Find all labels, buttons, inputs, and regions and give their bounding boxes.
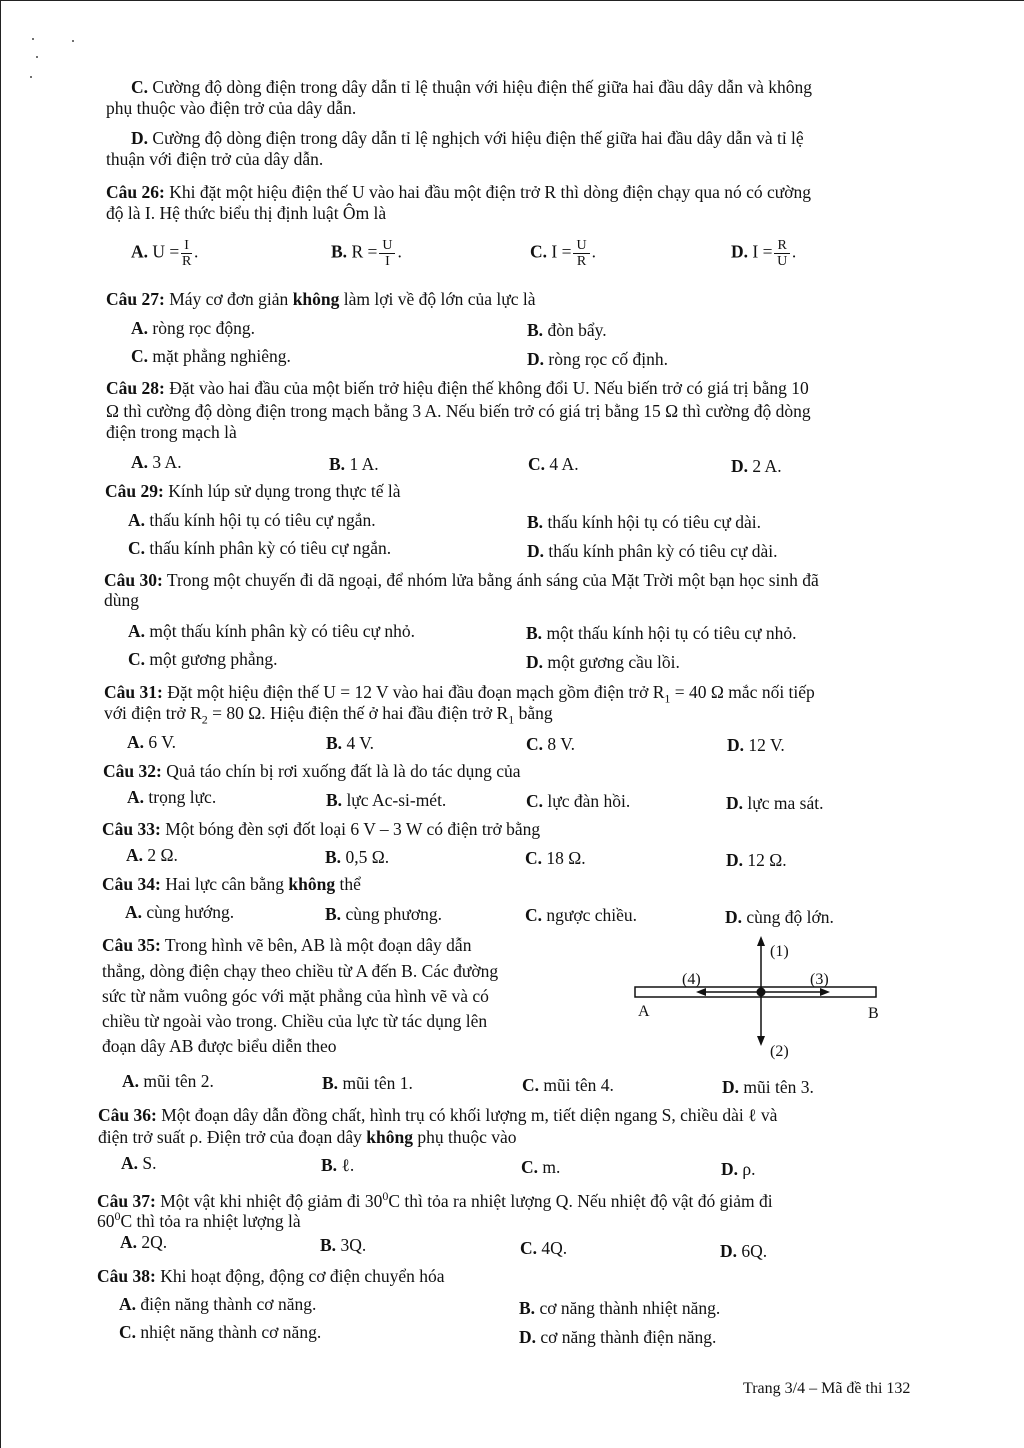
question-27-stem: Câu 27: Máy cơ đơn giản không làm lợi về độ lớn của lực là xyxy=(106,289,536,309)
question-38-stem: Câu 38: Khi hoạt động, động cơ điện chuyển hóa xyxy=(97,1266,445,1286)
label-end-a: A xyxy=(638,1003,650,1020)
question-29-option-d[interactable]: D. thấu kính phân kỳ có tiêu cự dài. xyxy=(527,541,778,561)
question-37-option-b[interactable]: B. 3Q. xyxy=(320,1235,367,1255)
question-34-option-d[interactable]: D. cùng độ lớn. xyxy=(725,907,834,927)
question-35-stem-cont: sức từ nằm vuông góc với mặt phẳng của hình vẽ và có xyxy=(102,986,489,1006)
question-32-option-c[interactable]: C. lực đàn hồi. xyxy=(526,791,631,811)
question-30-option-a[interactable]: A. một thấu kính phân kỳ có tiêu cự nhỏ. xyxy=(128,621,416,641)
question-32-option-b[interactable]: B. lực Ac-si-mét. xyxy=(326,790,447,810)
question-31-option-d[interactable]: D. 12 V. xyxy=(727,735,785,755)
label-arrow-1: (1) xyxy=(770,943,789,960)
arrow-3-head xyxy=(820,988,830,996)
question-30-option-d[interactable]: D. một gương cầu lồi. xyxy=(526,652,680,672)
center-point xyxy=(757,988,766,997)
question-30-option-b[interactable]: B. một thấu kính hội tụ có tiêu cự nhỏ. xyxy=(526,623,797,643)
question-36-option-a[interactable]: A. S. xyxy=(121,1153,157,1173)
question-26-option-a[interactable]: A. U = $\frac{I}{R}$ . xyxy=(131,238,199,269)
label-arrow-2: (2) xyxy=(770,1043,789,1060)
question-37-stem-cont: $60^0C$ thì tỏa ra nhiệt lượng là xyxy=(97,1209,301,1231)
question-32-stem: Câu 32: Quả táo chín bị rơi xuống đất là là do tác dụng của xyxy=(103,761,521,781)
question-37-option-a[interactable]: A. 2Q. xyxy=(120,1232,168,1252)
question-30-stem-cont: dùng xyxy=(104,590,139,610)
question-30-stem: Câu 30: Trong một chuyến đi dã ngoại, để nhóm lửa bằng ánh sáng của Mặt Trời một bạn học sinh đã xyxy=(104,570,819,590)
question-32-option-a[interactable]: A. trọng lực. xyxy=(127,787,217,807)
question-27-option-b[interactable]: B. đòn bẩy. xyxy=(527,320,607,340)
fraction: $\frac{R}{U}$ xyxy=(774,238,789,269)
question-38-option-b[interactable]: B. cơ năng thành nhiệt năng. xyxy=(519,1298,721,1318)
question-34-option-c[interactable]: C. ngược chiều. xyxy=(525,905,638,925)
question-36-option-d[interactable]: D. ρ. xyxy=(721,1159,756,1179)
question-33-option-c[interactable]: C. 18 Ω. xyxy=(525,848,586,868)
question-36-stem-cont: điện trở suất ρ. Điện trở của đoạn dây không phụ thuộc vào xyxy=(98,1127,517,1147)
question-33-stem: Câu 33: Một bóng đèn sợi đốt loại 6 V – 3 W có điện trở bằng xyxy=(102,819,541,839)
scan-speck xyxy=(72,40,74,42)
question-31-option-b[interactable]: B. 4 V. xyxy=(326,733,375,753)
question-31-option-a[interactable]: A. 6 V. xyxy=(127,732,176,752)
question-35-option-c[interactable]: C. mũi tên 4. xyxy=(522,1075,614,1095)
scan-edge-top xyxy=(0,0,1024,1)
question-34-stem: Câu 34: Hai lực cân bằng không thể xyxy=(102,874,361,894)
question-38-option-c[interactable]: C. nhiệt năng thành cơ năng. xyxy=(119,1322,322,1342)
page-footer: Trang 3/4 – Mã đề thi 132 xyxy=(743,1380,911,1397)
question-37-option-d[interactable]: D. 6Q. xyxy=(720,1241,768,1261)
question-38-option-d[interactable]: D. cơ năng thành điện năng. xyxy=(519,1327,717,1347)
question-28-option-a[interactable]: A. 3 A. xyxy=(131,452,182,472)
question-29-stem: Câu 29: Kính lúp sử dụng trong thực tế là xyxy=(105,481,401,501)
question-37-stem: Câu 37: Một vật khi nhiệt độ giảm đi $30^0C$ thì tỏa ra nhiệt lượng Q. Nếu nhiệt độ vật đó giảm đi xyxy=(97,1189,773,1211)
question-28-stem-cont: điện trong mạch là xyxy=(106,422,237,442)
question-26-option-d[interactable]: D. I = $\frac{R}{U}$ . xyxy=(731,238,797,269)
prev-option-c-cont: phụ thuộc vào điện trở của dây dẫn. xyxy=(106,98,357,118)
question-35-stem: Câu 35: Trong hình vẽ bên, AB là một đoạn dây dẫn xyxy=(102,935,472,955)
question-29-option-b[interactable]: B. thấu kính hội tụ có tiêu cự dài. xyxy=(527,512,762,532)
question-33-option-a[interactable]: A. 2 Ω. xyxy=(126,845,178,865)
force-diagram xyxy=(630,932,890,1064)
question-38-option-a[interactable]: A. điện năng thành cơ năng. xyxy=(119,1294,317,1314)
arrow-4-head xyxy=(696,988,706,996)
prev-option-d-cont: thuận với điện trở của dây dẫn. xyxy=(106,149,324,169)
question-29-option-c[interactable]: C. thấu kính phân kỳ có tiêu cự ngắn. xyxy=(128,538,392,558)
fraction: $\frac{U}{I}$ xyxy=(379,238,395,269)
question-35-stem-cont: đoạn dây AB được biểu diễn theo xyxy=(102,1036,337,1056)
arrow-1-head xyxy=(757,936,765,946)
question-28-option-c[interactable]: C. 4 A. xyxy=(528,454,579,474)
question-36-option-c[interactable]: C. m. xyxy=(521,1157,561,1177)
question-26-option-b[interactable]: B. R = $\frac{U}{I}$ . xyxy=(331,238,402,269)
question-30-option-c[interactable]: C. một gương phẳng. xyxy=(128,649,278,669)
prev-option-c: C. Cường độ dòng điện trong dây dẫn tỉ lệ thuận với hiệu điện thế giữa hai đầu dây dẫn và không xyxy=(131,77,812,97)
fraction: $\frac{I}{R}$ xyxy=(181,238,192,269)
question-35-stem-cont: chiều từ ngoài vào trong. Chiều của lực từ tác dụng lên xyxy=(102,1011,488,1031)
scan-speck xyxy=(32,38,34,40)
question-27-option-c[interactable]: C. mặt phẳng nghiêng. xyxy=(131,346,291,366)
question-31-stem: Câu 31: Đặt một hiệu điện thế U = 12 V vào hai đầu đoạn mạch gồm điện trở $R_1 = 40$ Ω mắc nối tiếp xyxy=(104,682,815,706)
question-27-option-a[interactable]: A. ròng rọc động. xyxy=(131,318,255,338)
question-26-option-c[interactable]: C. I = $\frac{U}{R}$ . xyxy=(530,238,596,269)
question-37-option-c[interactable]: C. 4Q. xyxy=(520,1238,568,1258)
question-28-option-d[interactable]: D. 2 A. xyxy=(731,456,782,476)
label-end-b: B xyxy=(868,1005,879,1022)
question-31-option-c[interactable]: C. 8 V. xyxy=(526,734,575,754)
question-34-option-a[interactable]: A. cùng hướng. xyxy=(125,902,235,922)
question-36-stem: Câu 36: Một đoạn dây dẫn đồng chất, hình trụ có khối lượng m, tiết diện ngang S, chiều dài ℓ và xyxy=(98,1105,778,1125)
question-33-option-b[interactable]: B. 0,5 Ω. xyxy=(325,847,390,867)
question-26-stem-cont: độ là I. Hệ thức biểu thị định luật Ôm là xyxy=(106,203,387,223)
question-31-stem-cont: với điện trở $R_2 = 80$ Ω. Hiệu điện thế ở hai đầu điện trở $R_1$ bằng xyxy=(104,703,553,727)
question-28-stem-cont: Ω thì cường độ dòng điện trong mạch bằng 3 A. Nếu biến trở có giá trị bằng 15 Ω thì cường độ dòng xyxy=(106,401,811,421)
question-36-option-b[interactable]: B. ℓ. xyxy=(321,1155,355,1175)
prev-option-d: D. Cường độ dòng điện trong dây dẫn tỉ lệ nghịch với hiệu điện thế giữa hai đầu dây dẫn và tỉ lệ xyxy=(131,128,804,148)
arrow-2-head xyxy=(757,1036,765,1046)
question-35-option-b[interactable]: B. mũi tên 1. xyxy=(322,1073,413,1093)
question-35-option-d[interactable]: D. mũi tên 3. xyxy=(722,1077,814,1097)
question-35-stem-cont: thẳng, dòng điện chạy theo chiều từ A đến B. Các đường xyxy=(102,961,499,981)
question-28-option-b[interactable]: B. 1 A. xyxy=(329,454,379,474)
question-35-option-a[interactable]: A. mũi tên 2. xyxy=(122,1071,214,1091)
label-arrow-3: (3) xyxy=(810,971,829,988)
question-29-option-a[interactable]: A. thấu kính hội tụ có tiêu cự ngắn. xyxy=(128,510,376,530)
label-arrow-4: (4) xyxy=(682,971,701,988)
scan-speck xyxy=(30,76,32,78)
question-32-option-d[interactable]: D. lực ma sát. xyxy=(726,793,824,813)
question-34-option-b[interactable]: B. cùng phương. xyxy=(325,904,442,924)
fraction: $\frac{U}{R}$ xyxy=(573,238,589,269)
question-27-option-d[interactable]: D. ròng rọc cố định. xyxy=(527,349,668,369)
question-26-stem: Câu 26: Khi đặt một hiệu điện thế U vào hai đầu một điện trở R thì dòng điện chạy qua nó có cường xyxy=(106,182,812,202)
question-33-option-d[interactable]: D. 12 Ω. xyxy=(726,850,787,870)
scan-edge-left xyxy=(0,0,1,1448)
question-28-stem: Câu 28: Đặt vào hai đầu của một biến trở hiệu điện thế không đổi U. Nếu biến trở có giá trị bằng 10 xyxy=(106,378,809,398)
scan-speck xyxy=(36,56,38,58)
